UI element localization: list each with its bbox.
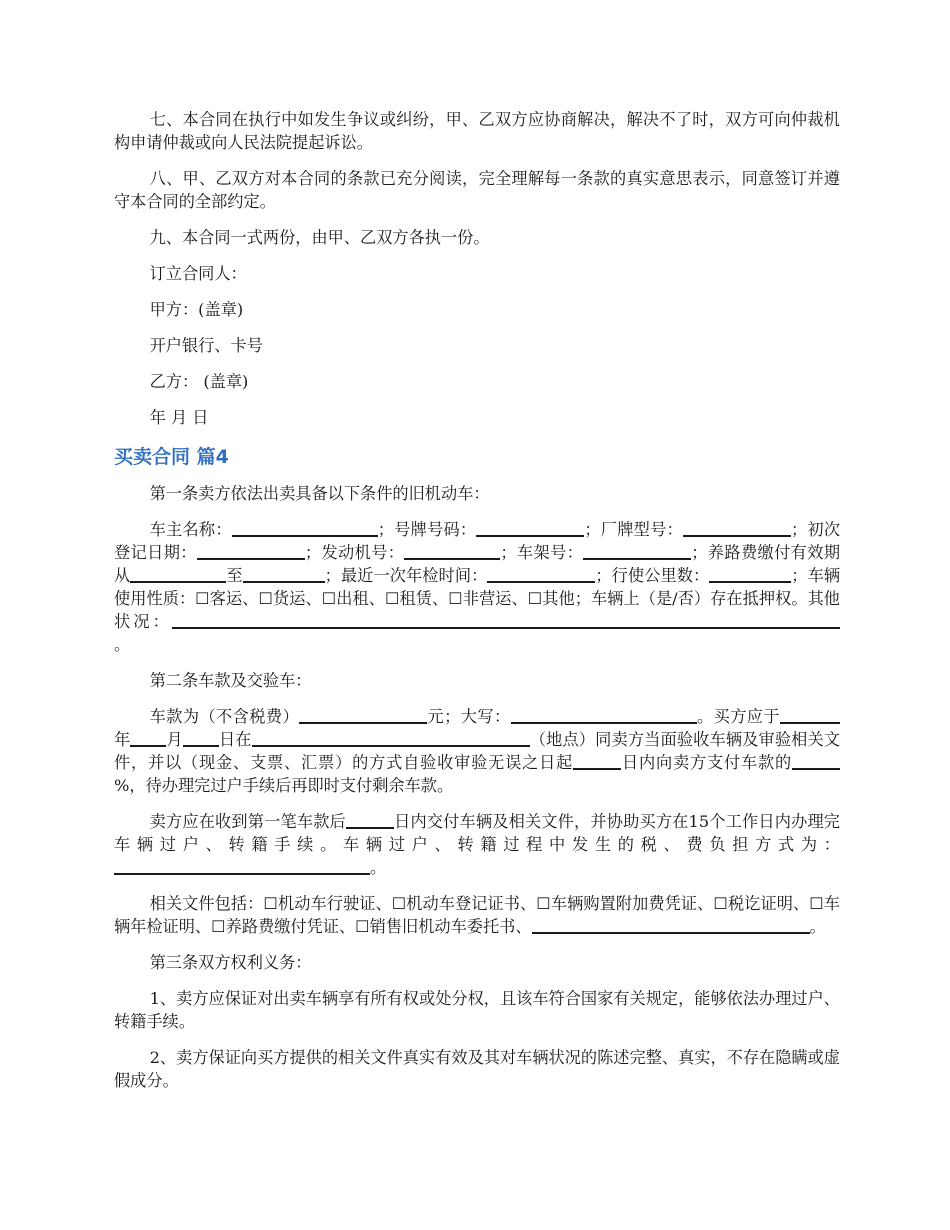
article-3-title: 第三条双方权利义务： [149,953,312,972]
article-2-title: 第二条车款及交验车： [149,671,312,690]
related-documents [114,892,840,938]
year-blank [780,707,840,724]
model-blank [683,520,791,537]
day-blank [183,730,219,747]
mileage-label: ；行使公里数： [595,566,710,585]
signing-date: 年 月 日 [149,408,209,427]
price-label: 车款为（不含税费） [149,707,300,726]
year-label: 年 [114,730,131,749]
document-page [114,108,840,1105]
plate-blank [476,520,584,537]
road-fee-to-blank [243,566,325,583]
owner-blank [232,520,378,537]
road-fee-label: ；养路费缴付有效期从 [114,543,841,585]
section-heading: 买卖合同 篇4 [114,446,229,468]
uppercase-blank [511,707,697,724]
party-b-seal: 乙方： (盖章) [149,372,249,391]
day-at-label: 日在 [218,730,252,749]
pay-days-blank [573,753,621,770]
vin-label: ；车架号： [500,543,584,562]
model-label: ；厂牌型号： [584,520,683,539]
mileage-blank [709,566,791,583]
party-a-seal: 甲方：(盖章) [149,300,244,319]
reg-date-blank [197,543,305,560]
signers-label: 订立合同人： [149,264,247,283]
month-label: 月 [166,730,183,749]
month-blank [130,730,166,747]
reg-date-label: ；初次登记日期： [114,520,841,562]
bank-account-label: 开户银行、卡号 [149,336,263,355]
engine-label: ；发动机号： [304,543,405,562]
clause-8: 八、甲、乙双方对本合同的条款已充分阅读，完全理解每一条款的真实意思表示，同意签订并遵守本合同的全部约定。 [114,169,840,211]
engine-blank [404,543,500,560]
clause-7: 七、本合同在执行中如发生争议或纠纷，甲、乙双方应协商解决，解决不了时，双方可向仲裁机构申请仲裁或向人民法院提起诉讼。 [114,110,840,152]
delivery-end: 。 [370,858,387,877]
payment-terms [114,705,840,797]
duty-1: 1、卖方应保证对出卖车辆享有所有权或处分权，且该车符合国家有关规定，能够依法办理过户、转籍手续。 [114,989,840,1031]
location-blank [252,730,530,747]
documents-label: 相关文件包括：☐机动车行驶证、☐机动车登记证书、☐车辆购置附加费凭证、☐税讫证明、☐车辆年检证明、☐养路费缴付凭证、☐销售旧机动车委托书、 [114,894,840,936]
vehicle-details [114,518,840,656]
delivery-terms [114,810,840,879]
vin-blank [583,543,691,560]
buyer-at-label: 。买方应于 [696,707,781,726]
plate-label: ；号牌号码： [377,520,477,539]
documents-end: 。 [809,917,826,936]
inspection-label: ；最近一次年检时间： [324,566,488,585]
price-blank [299,707,427,724]
delivery-within-label: 日内交付车辆及相关文件，并协助买方在15个工作日内办理完车辆过户、转籍手续。车辆过户、转籍过程中发生的税、费负担方式为： [114,812,840,854]
pay-within-label: 日内向卖方支付车款的 [621,753,793,772]
clause-9: 九、本合同一式两份，由甲、乙双方各执一份。 [149,228,490,247]
documents-blank [532,917,810,934]
uppercase-label: 元；大写： [427,707,511,726]
road-fee-from-blank [130,566,226,583]
location-label: （地点）同卖方当面验收车辆及审验相关文件，并以（现金、支票、汇票）的方式自验收审验无误之日起 [114,730,841,772]
tax-fee-blank [114,858,370,875]
usage-label: ；车辆使用性质：☐客运、☐货运、☐出租、☐租赁、☐非营运、☐其他；车辆上（是/否）存在抵押权。其他状况： [114,566,841,631]
owner-label: 车主名称： [149,520,232,539]
percent-blank [792,753,840,770]
after-first-label: 卖方应在收到第一笔车款后 [149,812,346,831]
delivery-days-blank [346,812,394,829]
duty-2: 2、卖方保证向买方提供的相关文件真实有效及其对车辆状况的陈述完整、真实，不存在隐瞒或虚假成分。 [114,1048,840,1090]
inspection-blank [487,566,595,583]
percent-label: %，待办理完过户手续后再即时支付剩余车款。 [114,776,454,795]
other-status-blank [172,612,840,629]
vehicle-end: 。 [114,635,131,654]
to-label: 至 [226,566,243,585]
article-1-title: 第一条卖方依法出卖具备以下条件的旧机动车： [149,484,490,503]
